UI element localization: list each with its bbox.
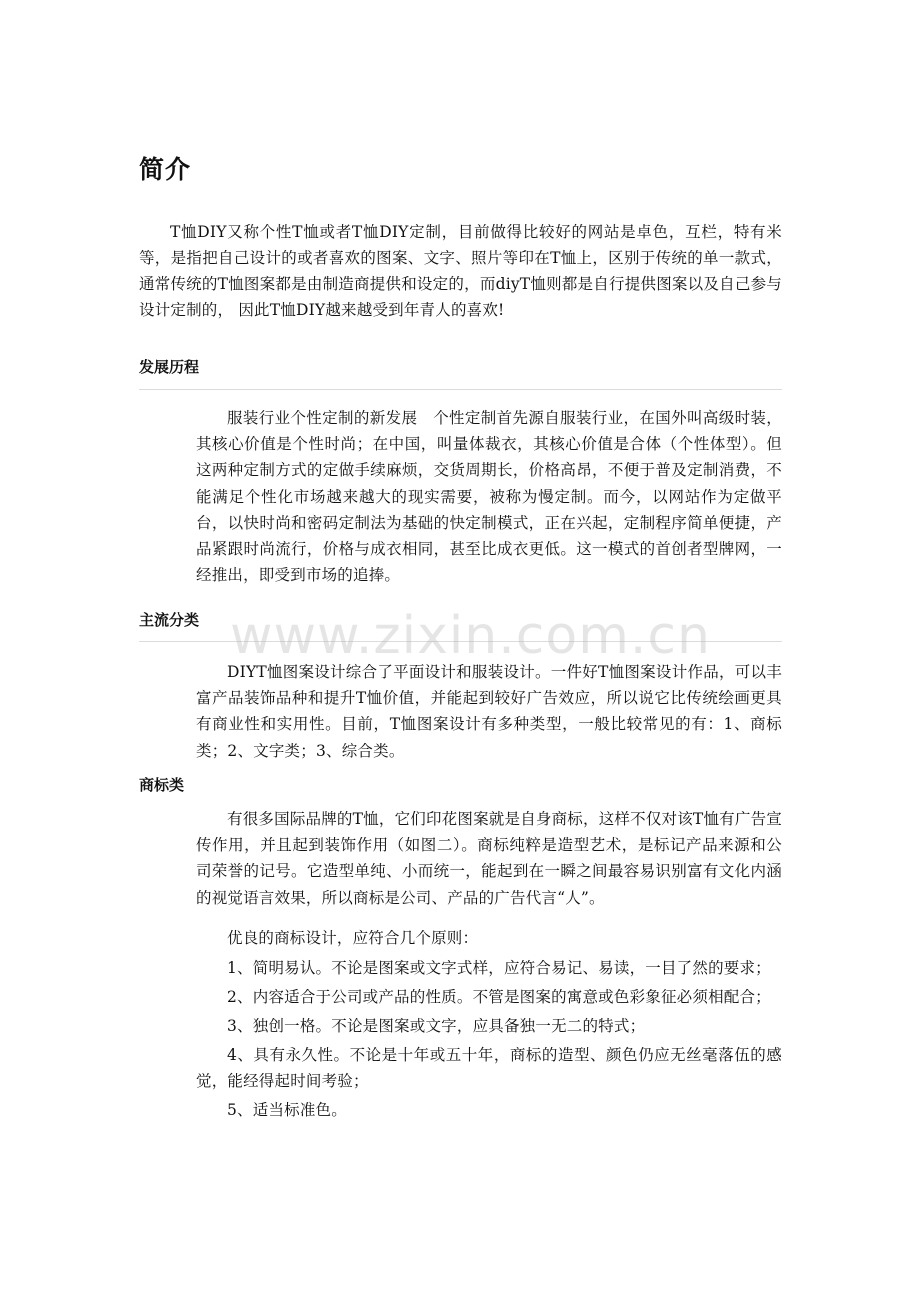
section-divider [139, 389, 782, 390]
history-paragraph: 服装行业个性定制的新发展 个性定制首先源自服装行业，在国外叫高级时装，其核心价值是个性时尚；在中国，叫量体裁衣，其核心价值是合体（个性体型）。但这两种定制方式的定做手续麻烦，交货周期长，价格高昂，不便于普及定制消费，不能满足个性化市场越来越大的现实需要，被称为慢定制。而今，以网站作为定做平台，以快时尚和密码定制法为基础的快定制模式，正在兴起，定制程序简单便捷，产品紧跟时尚流行，价格与成衣相同，甚至比成衣更低。这一模式的首创者型牌网，一经推出，即受到市场的追捧。 [196, 409, 782, 585]
watermark: www.zixin.com.cn [230, 606, 711, 666]
principle-item: 5、适当标准色。 [227, 1101, 347, 1119]
principle-item: 2、内容适合于公司或产品的性质。不管是图案的寓意或色彩象征必须相配合； [227, 988, 771, 1006]
categories-paragraph: DIYT恤图案设计综合了平面设计和服装设计。一件好T恤图案设计作品，可以丰富产品装饰品种和提升T恤价值，并能起到较好广告效应，所以说它比传统绘画更具有商业性和实用性。目前，T恤图案设计有多种类型，一般比较常见的有：1、商标类；2、文字类；3、综合类。 [196, 663, 782, 760]
section-heading-history: 发展历程 [139, 358, 200, 376]
principle-item: 3、独创一格。不论是图案或文字，应具备独一无二的特式； [227, 1017, 646, 1035]
page-title: 简介 [139, 155, 192, 184]
principle-item: 4、具有永久性。不论是十年或五十年，商标的造型、颜色仍应无丝毫落伍的感觉，能经得起时间考验； [196, 1046, 782, 1091]
principles-intro: 优良的商标设计，应符合几个原则： [227, 929, 479, 947]
section-heading-logo: 商标类 [139, 776, 185, 794]
section-heading-categories: 主流分类 [139, 611, 200, 629]
logo-paragraph: 有很多国际品牌的T恤，它们印花图案就是自身商标，这样不仅对该T恤有广告宣传作用，并且起到装饰作用（如图二）。商标纯粹是造型艺术，是标记产品来源和公司荣誉的记号。它造型单纯、小而统一，能起到在一瞬之间最容易识别富有文化内涵的视觉语言效果，所以商标是公司、产品的广告代言“人”。 [196, 810, 782, 907]
principle-item: 1、简明易认。不论是图案或文字式样，应符合易记、易读，一目了然的要求； [227, 959, 771, 977]
intro-paragraph: T恤DIY又称个性T恤或者T恤DIY定制，目前做得比较好的网站是卓色，互栏，特有米等，是指把自己设计的或者喜欢的图案、文字、照片等印在T恤上，区别于传统的单一款式，通常传统的T恤图案都是由制造商提供和设定的，而diyT恤则都是自行提供图案以及自己参与设计定制的， 因此T恤DIY越来越受到年青人的喜欢! [139, 223, 782, 319]
